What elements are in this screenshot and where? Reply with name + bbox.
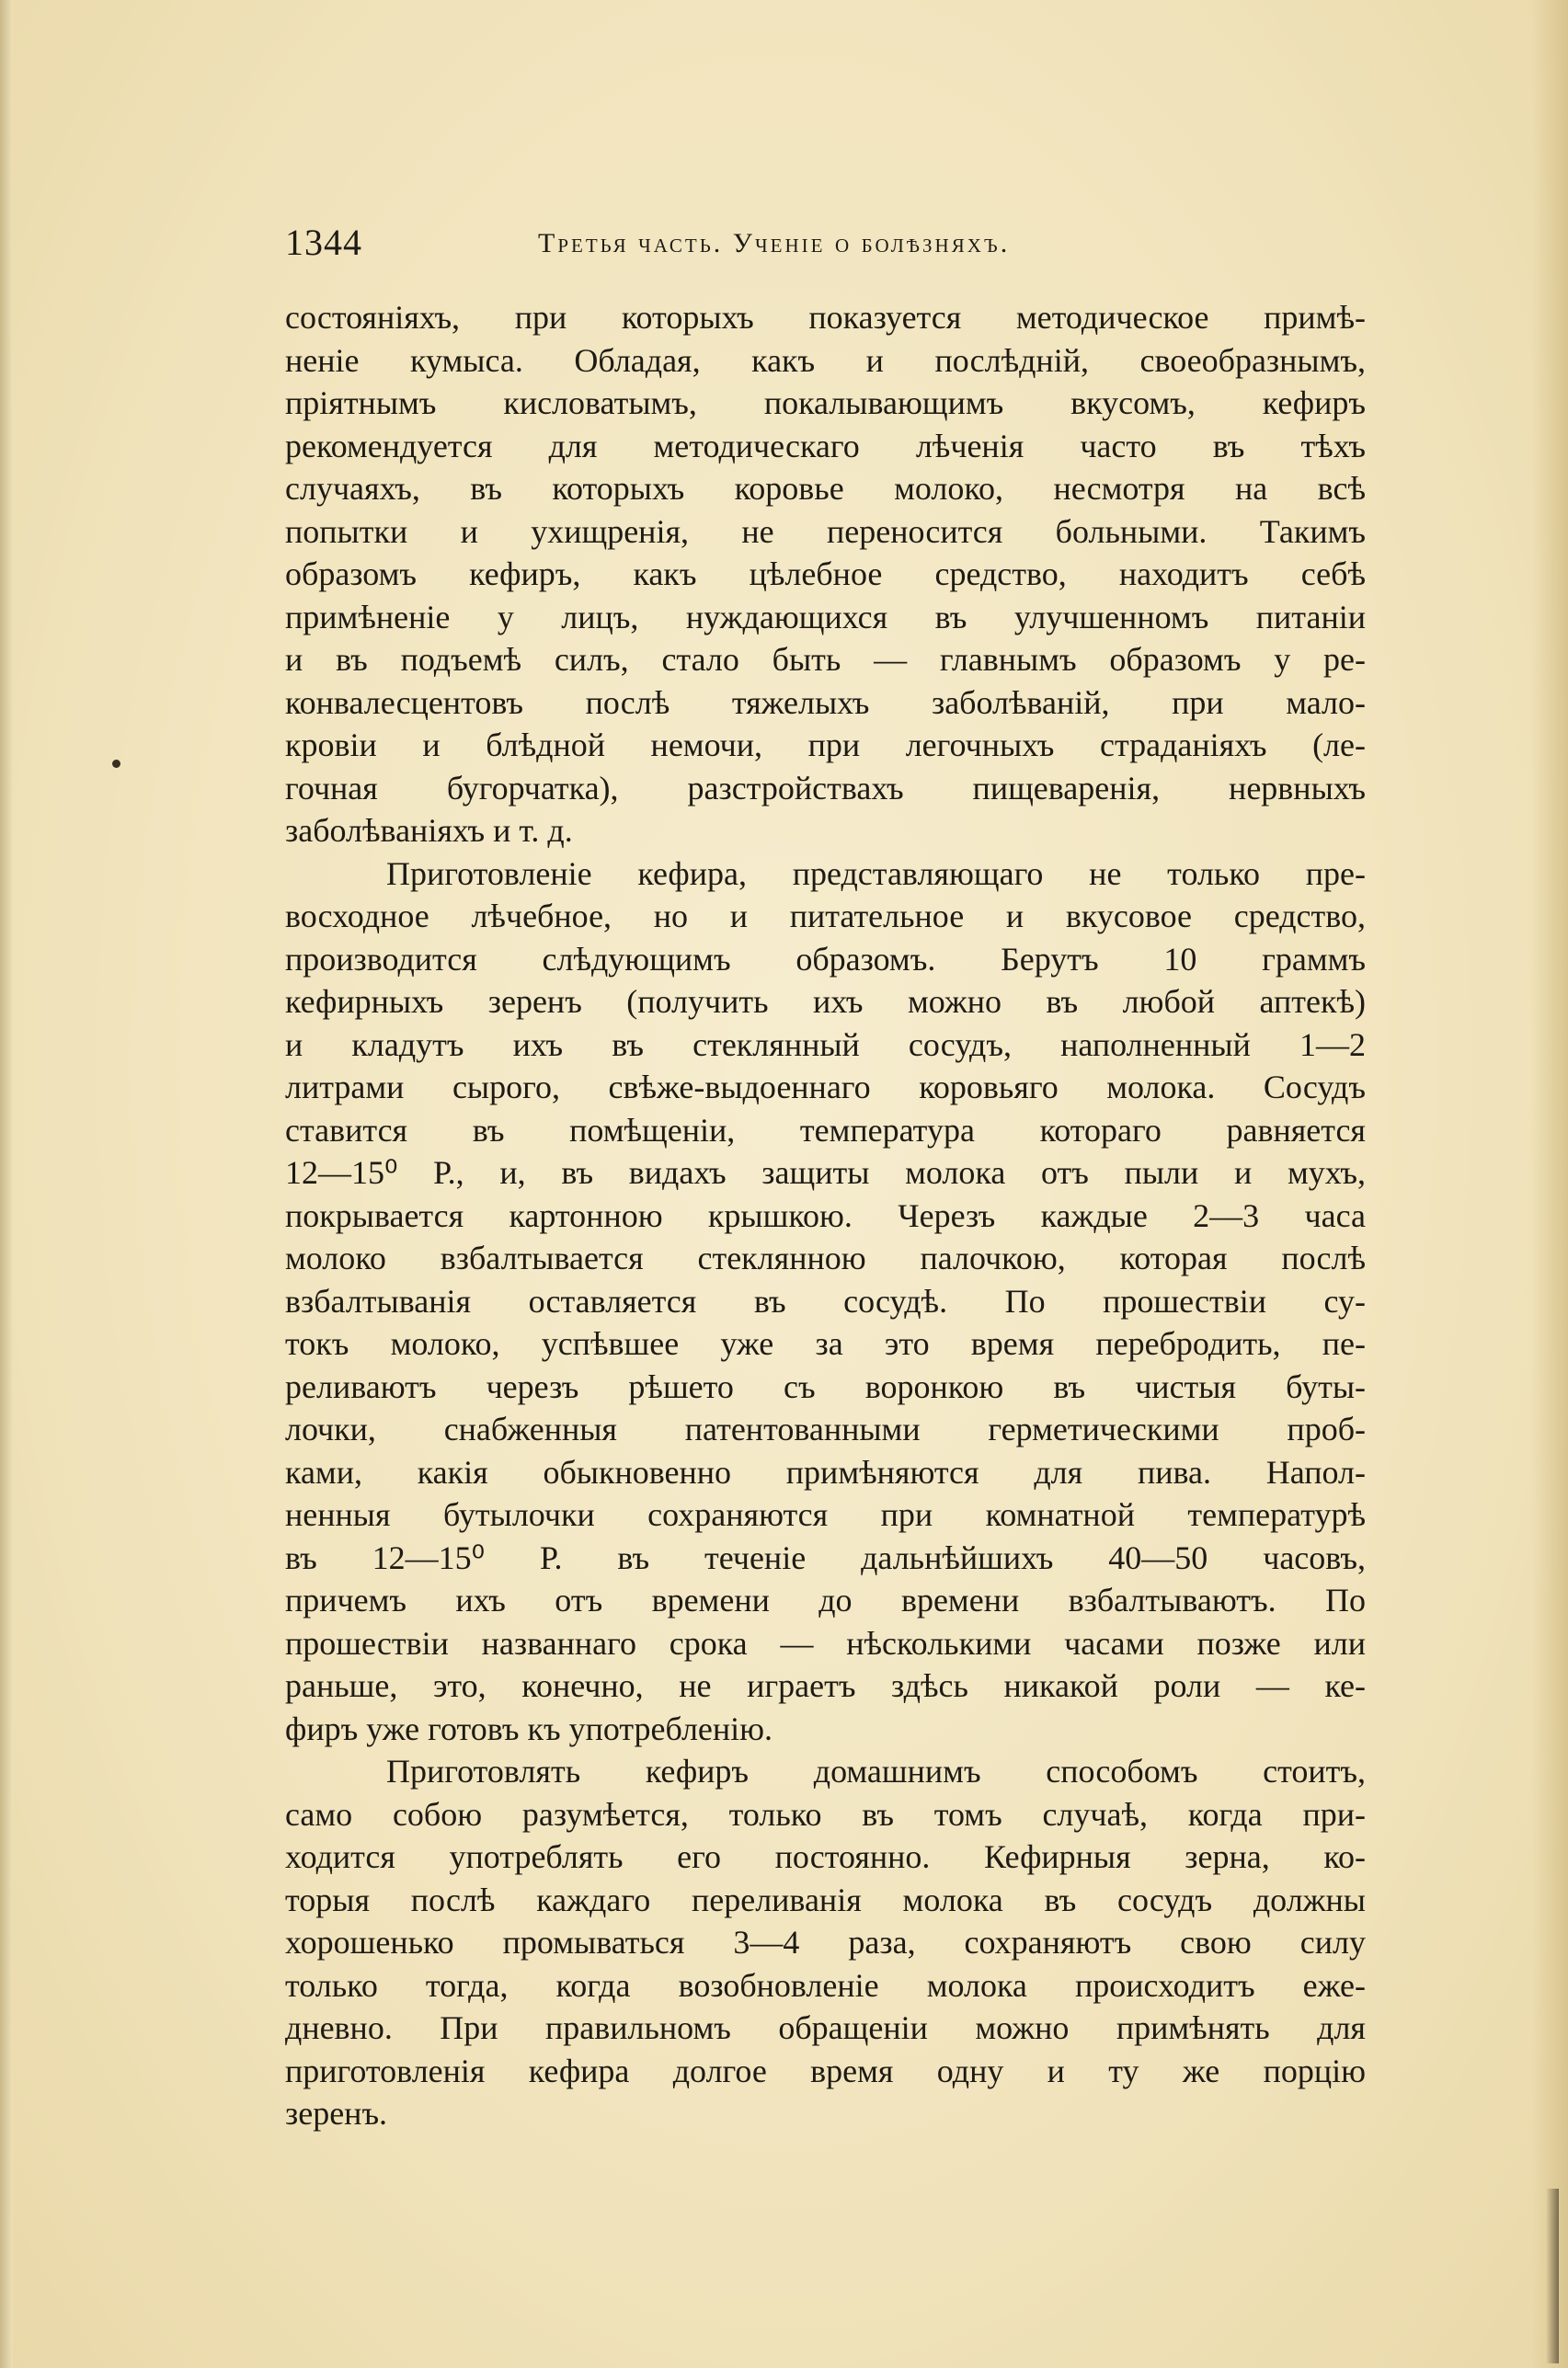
text-line: состояніяхъ, при которыхъ показуется методическое примѣ- <box>285 299 1366 336</box>
text-line: раньше, это, конечно, не играетъ здѣсь никакой роли — ке- <box>285 1667 1366 1704</box>
text-line: ходится употреблять его постоянно. Кефирныя зерна, ко- <box>285 1838 1366 1875</box>
margin-ink-dot <box>112 760 120 768</box>
running-title: Третья часть. Ученіе о болѣзняхъ. <box>538 228 1011 258</box>
text-line: восходное лѣчебное, но и питательное и вкусовое средство, <box>285 898 1366 934</box>
text-line: ненныя бутылочки сохраняются при комнатной температурѣ <box>285 1496 1366 1533</box>
page-number: 1344 <box>285 222 362 263</box>
text-line: торыя послѣ каждаго переливанія молока въ сосудъ должны <box>285 1881 1366 1918</box>
page-left-edge <box>0 0 13 2368</box>
text-line: само собою разумѣется, только въ томъ случаѣ, когда при- <box>285 1795 1366 1833</box>
text-line: фиръ уже готовъ къ употребленію. <box>285 1710 773 1747</box>
paragraph <box>285 296 1366 852</box>
text-line: конвалесцентовъ послѣ тяжелыхъ заболѣваній, при мало- <box>285 683 1366 721</box>
text-line: взбалтыванія оставляется въ сосудѣ. По прошествіи су- <box>285 1282 1366 1320</box>
text-line: рекомендуется для методическаго лѣченія часто въ тѣхъ <box>285 427 1366 464</box>
text-line: Приготовленіе кефира, представляющаго не только пре- <box>386 854 1366 892</box>
text-line: примѣненіе у лицъ, нуждающихся въ улучшенномъ питаніи <box>285 598 1366 635</box>
text-line: кровіи и блѣдной немочи, при легочныхъ страданіяхъ (ле- <box>285 726 1366 763</box>
text-line: попытки и ухищренія, не переносится больными. Такимъ <box>285 512 1366 550</box>
text-line: и кладутъ ихъ въ стеклянный сосудъ, наполненный 1—2 <box>285 1025 1366 1063</box>
text-line: гочная бугорчатка), разстройствахъ пищеваренія, нервныхъ <box>285 769 1366 806</box>
text-line: случаяхъ, въ которыхъ коровье молоко, несмотря на всѣ <box>285 470 1366 507</box>
text-line: пріятнымъ кисловатымъ, покалывающимъ вкусомъ, кефиръ <box>285 384 1366 421</box>
text-line: кефирныхъ зеренъ (получить ихъ можно въ любой аптекѣ) <box>285 983 1366 1020</box>
text-line: ками, какія обыкновенно примѣняются для пива. Напол- <box>285 1453 1366 1491</box>
text-line: въ 12—15⁰ Р. въ теченіе дальнѣйшихъ 40—50 часовъ, <box>285 1539 1366 1576</box>
text-line: ставится въ помѣщеніи, температура котораго равняется <box>285 1111 1366 1149</box>
text-line: литрами сырого, свѣже-выдоеннаго коровьяго молока. Сосудъ <box>285 1069 1366 1105</box>
text-line: зеренъ. <box>285 2095 388 2132</box>
body-text <box>285 296 1366 2135</box>
page-right-edge <box>1531 0 1568 2368</box>
text-line: 12—15⁰ Р., и, въ видахъ защиты молока отъ пыли и мухъ, <box>285 1154 1366 1191</box>
page-header <box>285 217 1370 269</box>
paragraph <box>285 852 1366 1751</box>
text-line: заболѣваніяхъ и т. д. <box>285 812 573 849</box>
text-line: причемъ ихъ отъ времени до времени взбалтываютъ. По <box>285 1582 1366 1619</box>
paragraphs-container <box>285 296 1366 2135</box>
text-line: дневно. При правильномъ обращеніи можно примѣнять для <box>285 2009 1366 2046</box>
text-line: неніе кумыса. Обладая, какъ и послѣдній, своеобразнымъ, <box>285 341 1366 379</box>
text-line: молоко взбалтывается стеклянною палочкою, которая послѣ <box>285 1240 1366 1276</box>
text-line: покрывается картонною крышкою. Черезъ каждые 2—3 часа <box>285 1196 1366 1234</box>
text-line: токъ молоко, успѣвшее уже за это время перебродить, пе- <box>285 1325 1366 1362</box>
text-line: только тогда, когда возобновленіе молока происходитъ еже- <box>285 1966 1366 2004</box>
text-line: хорошенько промываться 3—4 раза, сохраняютъ свою силу <box>285 1924 1366 1961</box>
text-line: приготовленія кефира долгое время одну и ту же порцію <box>285 2052 1366 2089</box>
spine-shadow <box>1546 2189 1559 2363</box>
paragraph <box>285 1750 1366 2135</box>
text-line: Приготовлять кефиръ домашнимъ способомъ стоитъ, <box>386 1753 1366 1790</box>
text-line: образомъ кефиръ, какъ цѣлебное средство, находитъ себѣ <box>285 555 1366 592</box>
text-line: лочки, снабженныя патентованными герметическими проб- <box>285 1411 1366 1447</box>
text-line: и въ подъемѣ силъ, стало быть — главнымъ образомъ у ре- <box>285 641 1366 678</box>
text-line: реливаютъ черезъ рѣшето съ воронкою въ чистыя буты- <box>285 1367 1366 1405</box>
text-line: прошествіи названнаго срока — нѣсколькими часами позже или <box>285 1624 1366 1662</box>
text-line: производится слѣдующимъ образомъ. Берутъ 10 граммъ <box>285 940 1366 978</box>
